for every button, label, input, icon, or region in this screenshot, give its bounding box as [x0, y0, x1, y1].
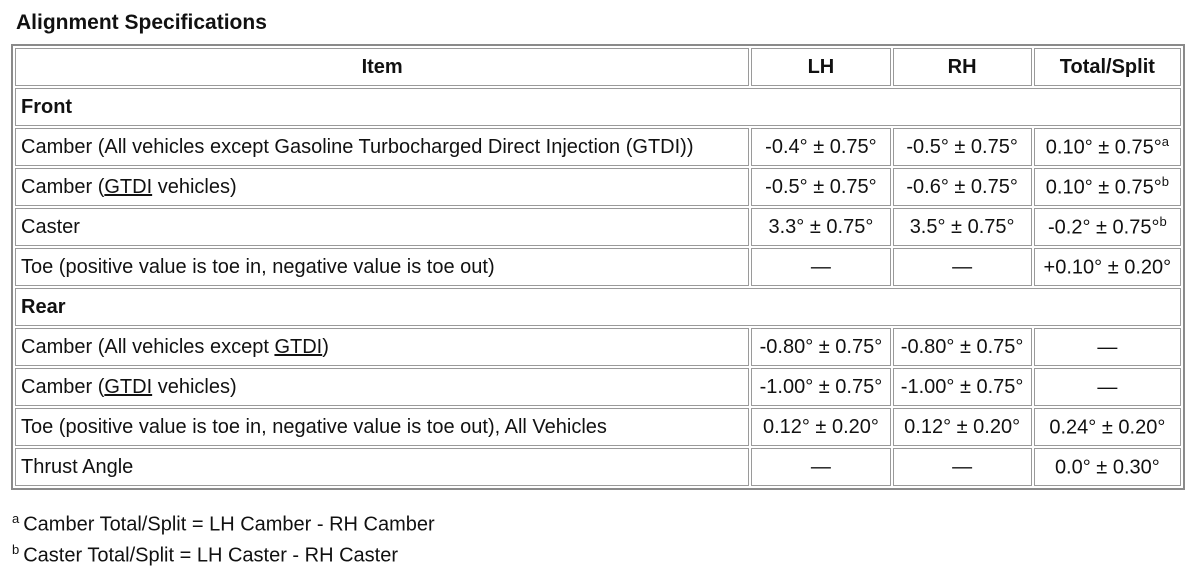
- footnote-text: Caster Total/Split = LH Caster - RH Caster: [23, 544, 398, 567]
- item-cell: [15, 408, 749, 446]
- lh-value: -0.80° ± 0.75°: [751, 328, 890, 366]
- table-row: [15, 328, 1181, 366]
- item-text: Camber (All vehicles except Gasoline Turbocharged Direct Injection (GTDI)): [21, 136, 694, 158]
- item-text-tail: vehicles): [152, 176, 237, 198]
- table-row: [15, 248, 1181, 286]
- total-text: 0.10° ± 0.75°: [1045, 136, 1162, 159]
- total-text: 0.0° ± 0.30°: [1054, 456, 1160, 479]
- footnote-mark: a: [12, 511, 20, 526]
- header-total-split: Total/Split: [1034, 48, 1181, 86]
- footnote-mark: b: [12, 542, 20, 557]
- footnote-ref: b: [1159, 214, 1167, 230]
- item-text: Toe (positive value is toe in, negative value is toe out), All Vehicles: [21, 416, 607, 438]
- total-text: 0.10° ± 0.75°: [1045, 176, 1162, 199]
- total-value: [1034, 208, 1181, 246]
- table-row: [15, 208, 1181, 246]
- item-cell: [15, 208, 749, 246]
- section-label-rear: Rear: [15, 288, 1181, 326]
- footnote-a: [12, 505, 435, 536]
- item-cell: [15, 248, 749, 286]
- lh-value: —: [751, 248, 890, 286]
- total-text: -0.2° ± 0.75°: [1047, 216, 1160, 239]
- lh-value: -0.5° ± 0.75°: [751, 168, 890, 206]
- total-text: 0.24° ± 0.20°: [1049, 416, 1166, 439]
- total-value: [1034, 408, 1181, 446]
- item-text: Camber (All vehicles except: [21, 336, 275, 358]
- item-cell: [15, 368, 749, 406]
- section-label-front: Front: [15, 88, 1181, 126]
- lh-value: -1.00° ± 0.75°: [751, 368, 890, 406]
- item-cell: [15, 328, 749, 366]
- total-text: —: [1097, 336, 1118, 359]
- header-rh: RH: [893, 48, 1032, 86]
- table-row: [15, 368, 1181, 406]
- header-item: Item: [15, 48, 749, 86]
- rh-value: —: [893, 248, 1032, 286]
- rh-value: -0.80° ± 0.75°: [893, 328, 1032, 366]
- alignment-spec-table: [11, 44, 1185, 490]
- item-link[interactable]: GTDI: [104, 376, 153, 398]
- item-text: Toe (positive value is toe in, negative value is toe out): [21, 256, 495, 278]
- item-link[interactable]: GTDI: [274, 336, 323, 358]
- item-text-tail: vehicles): [152, 376, 237, 398]
- rh-value: -0.6° ± 0.75°: [893, 168, 1032, 206]
- footnote-b: [12, 536, 435, 567]
- lh-value: -0.4° ± 0.75°: [751, 128, 890, 166]
- footnote-ref: a: [1161, 134, 1169, 150]
- table-row: [15, 128, 1181, 166]
- rh-value: 0.12° ± 0.20°: [893, 408, 1032, 446]
- total-value: [1034, 368, 1181, 406]
- item-text: Camber (: [21, 176, 105, 198]
- header-lh: LH: [751, 48, 890, 86]
- table-row: [15, 408, 1181, 446]
- lh-value: 0.12° ± 0.20°: [751, 408, 890, 446]
- section-row-front: [15, 88, 1181, 126]
- item-cell: [15, 128, 749, 166]
- total-text: +0.10° ± 0.20°: [1043, 256, 1172, 279]
- lh-value: 3.3° ± 0.75°: [751, 208, 890, 246]
- item-cell: [15, 168, 749, 206]
- total-value: [1034, 248, 1181, 286]
- rh-value: -1.00° ± 0.75°: [893, 368, 1032, 406]
- table-row: [15, 168, 1181, 206]
- rh-value: -0.5° ± 0.75°: [893, 128, 1032, 166]
- item-text: Thrust Angle: [21, 456, 134, 478]
- header-row: [15, 48, 1181, 86]
- table-row: [15, 448, 1181, 486]
- rh-value: —: [893, 448, 1032, 486]
- footnote-ref: b: [1161, 174, 1169, 190]
- lh-value: —: [751, 448, 890, 486]
- total-value: [1034, 328, 1181, 366]
- item-cell: [15, 448, 749, 486]
- total-value: [1034, 168, 1181, 206]
- rh-value: 3.5° ± 0.75°: [893, 208, 1032, 246]
- section-row-rear: [15, 288, 1181, 326]
- total-value: [1034, 128, 1181, 166]
- footnotes: [12, 505, 435, 567]
- footnote-text: Camber Total/Split = LH Camber - RH Camber: [23, 513, 435, 536]
- item-link[interactable]: GTDI: [104, 176, 153, 198]
- total-text: —: [1097, 376, 1118, 399]
- item-text: Caster: [21, 216, 80, 238]
- item-text: Camber (: [21, 376, 105, 398]
- page-title: Alignment Specifications: [16, 11, 267, 34]
- item-text-tail: ): [322, 336, 329, 358]
- total-value: [1034, 448, 1181, 486]
